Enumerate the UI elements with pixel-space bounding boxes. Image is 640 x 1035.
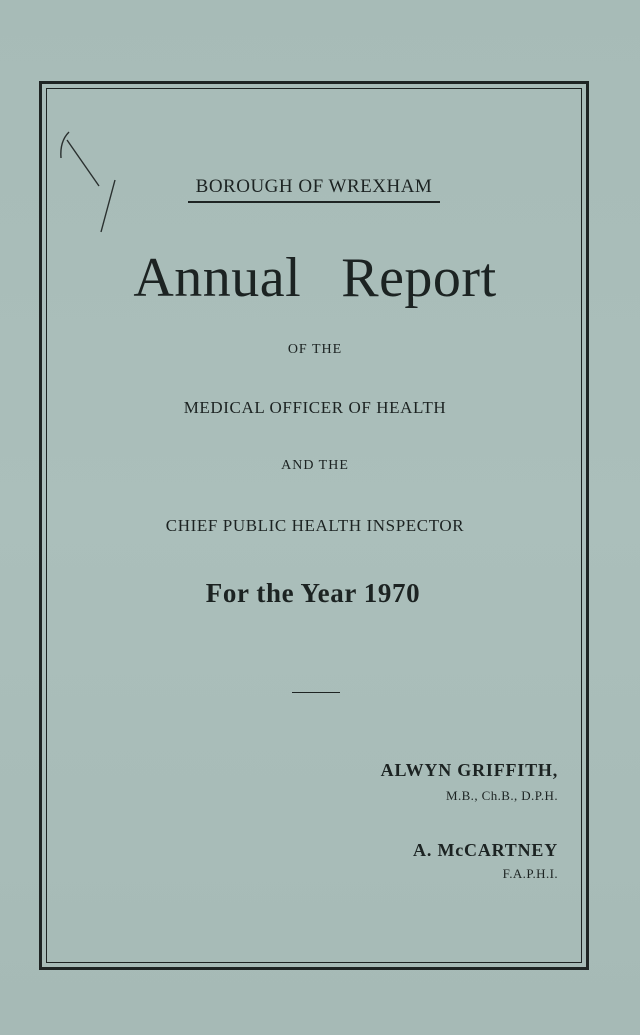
signatory-qualifications-2: F.A.P.H.I. [502, 866, 558, 881]
of-the-line: OF THE [287, 342, 343, 357]
year-line: For the Year 1970 [205, 578, 421, 608]
handwritten-annotation-mark [55, 128, 125, 238]
signatory-name-2: A. McCARTNEY [413, 840, 558, 860]
signatory-name-1: ALWYN GRIFFITH, [380, 760, 558, 780]
medical-officer-line: MEDICAL OFFICER OF HEALTH [183, 398, 447, 417]
and-the-line: AND THE [281, 458, 349, 473]
borough-heading: BOROUGH OF WREXHAM [188, 176, 440, 203]
report-title [0, 246, 630, 310]
title-word-annual: Annual [133, 247, 302, 309]
short-divider-rule [292, 692, 340, 693]
title-word-report: Report [341, 247, 497, 309]
inspector-line: CHIEF PUBLIC HEALTH INSPECTOR [165, 516, 465, 535]
signatory-qualifications-1: M.B., Ch.B., D.P.H. [446, 788, 558, 803]
